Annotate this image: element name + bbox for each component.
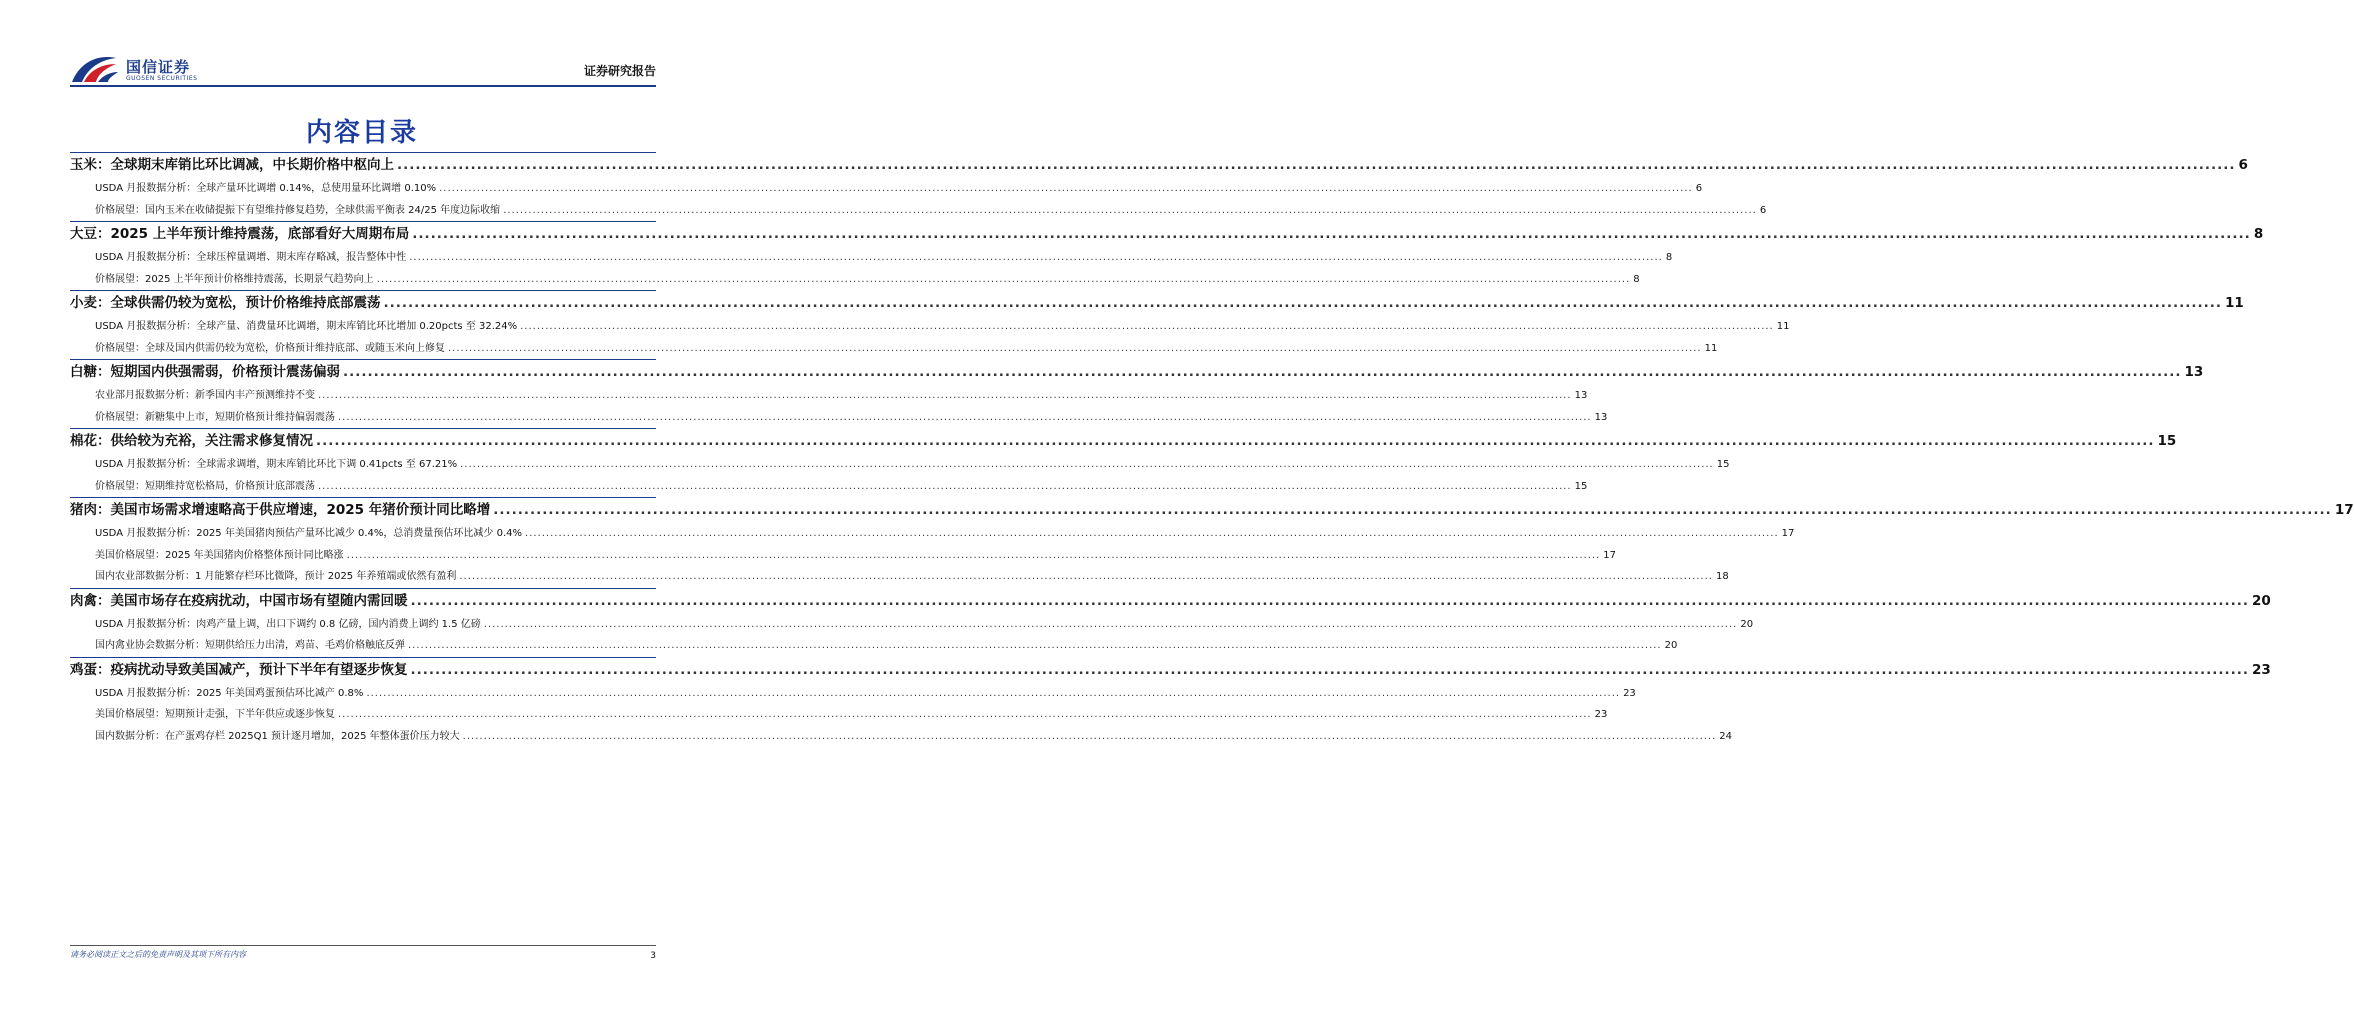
- toc-entry-page: 17: [1781, 528, 1795, 539]
- toc-leader-dots: ............................................................................................................................................................................................................................................................................................................: [459, 571, 1713, 582]
- toc-leader-dots: ............................................................................................................................................................................................................................................................................................................: [376, 273, 1631, 285]
- toc-leader-dots: ............................................................................................................................................................................................................................................................................................................: [346, 549, 1601, 561]
- toc-entry-page: 13: [2184, 364, 2204, 380]
- toc-entry-title: USDA 月报数据分析：肉鸡产量上调，出口下调约 0.8 亿磅，国内消费上调约 1.5 亿磅: [95, 618, 481, 630]
- guosen-logo: [70, 52, 220, 86]
- toc-section-entry[interactable]: [70, 290, 2244, 316]
- table-of-contents: [70, 152, 2354, 747]
- disclaimer-text: 请务必阅读正文之后的免责声明及其项下所有内容: [70, 950, 246, 959]
- toc-entry-page: 6: [2238, 157, 2248, 173]
- toc-entry-title: 白糖：短期国内供强需弱，价格预计震荡偏弱: [70, 364, 340, 380]
- toc-leader-dots: ............................................................................................................................................................................................................................................................................................................: [493, 502, 2332, 518]
- toc-entry-title: USDA 月报数据分析：全球产量环比调增 0.14%，总使用量环比调增 0.10%: [95, 183, 437, 194]
- toc-entry-page: 17: [1603, 549, 1616, 561]
- toc-entry-page: 8: [2253, 226, 2264, 242]
- toc-entry-title: 美国价格展望：2025 年美国猪肉价格整体预计同比略涨: [95, 549, 344, 561]
- toc-leader-dots: ............................................................................................................................................................................................................................................................................................................: [318, 390, 1572, 401]
- toc-entry-title: 价格展望：全球及国内供需仍较为宽松，价格预计维持底部、或随玉米向上修复: [95, 342, 445, 354]
- toc-leader-dots: ............................................................................................................................................................................................................................................................................................................: [483, 618, 1738, 630]
- toc-subsection-entry[interactable]: [70, 476, 1588, 498]
- toc-entry-page: 23: [2252, 661, 2271, 678]
- header-divider: [70, 85, 656, 87]
- toc-section-entry[interactable]: [70, 428, 2177, 454]
- toc-subsection-entry[interactable]: [70, 407, 1608, 429]
- toc-leader-dots: ............................................................................................................................................................................................................................................................................................................: [448, 342, 1702, 354]
- toc-entry-page: 15: [2157, 433, 2177, 449]
- toc-entry-title: USDA 月报数据分析：全球需求调增，期末库销比环比下调 0.41pcts 至 67.21%: [95, 459, 458, 470]
- toc-entry-title: 棉花：供给较为充裕，关注需求修复情况: [70, 433, 313, 449]
- toc-leader-dots: ............................................................................................................................................................................................................................................................................................................: [412, 226, 2251, 242]
- toc-entry-page: 6: [1759, 204, 1767, 216]
- page-header: [70, 48, 656, 86]
- toc-entry-page: 15: [1574, 480, 1588, 492]
- toc-entry-title: USDA 月报数据分析：2025 年美国猪肉预估产量环比减少 0.4%，总消费量预估环比减少 0.4%: [95, 528, 523, 539]
- toc-entry-title: 小麦：全球供需仍较为宽松，预计价格维持底部震荡: [70, 295, 381, 311]
- toc-leader-dots: ............................................................................................................................................................................................................................................................................................................: [338, 411, 1592, 423]
- toc-entry-title: 价格展望：新糖集中上市，短期价格预计维持偏弱震荡: [95, 411, 335, 423]
- toc-entry-title: USDA 月报数据分析：全球压榨量调增、期末库存略减，报告整体中性: [95, 252, 407, 263]
- toc-subsection-entry[interactable]: [70, 338, 1718, 360]
- toc-section-entry[interactable]: [70, 221, 2264, 247]
- toc-subsection-entry[interactable]: [70, 316, 1790, 338]
- toc-subsection-entry[interactable]: [70, 454, 1730, 476]
- toc-entry-title: 大豆：2025 上半年预计维持震荡，底部看好大周期布局: [70, 226, 410, 242]
- toc-entry-title: 价格展望：国内玉米在收储提振下有望维持修复趋势，全球供需平衡表 24/25 年度边际收缩: [95, 204, 501, 216]
- toc-entry-title: 猪肉：美国市场需求增速略高于供应增速，2025 年猪价预计同比略增: [70, 502, 491, 518]
- toc-entry-title: USDA 月报数据分析：全球产量、消费量环比调增，期末库销比环比增加 0.20pcts 至 32.24%: [95, 321, 518, 332]
- toc-entry-page: 23: [1594, 709, 1608, 720]
- toc-entry-title: 价格展望：短期维持宽松格局，价格预计底部震荡: [95, 480, 315, 492]
- toc-subsection-entry[interactable]: [70, 545, 1616, 567]
- toc-entry-page: 20: [1664, 640, 1678, 651]
- toc-entry-page: 8: [1633, 273, 1640, 285]
- toc-leader-dots: ............................................................................................................................................................................................................................................................................................................: [397, 157, 2236, 173]
- toc-entry-title: USDA 月报数据分析：2025 年美国鸡蛋预估环比减产 0.8%: [95, 687, 364, 699]
- toc-subsection-entry[interactable]: [70, 683, 1636, 705]
- toc-entry-page: 23: [1623, 687, 1636, 699]
- toc-entry-page: 13: [1574, 390, 1588, 401]
- toc-subsection-entry[interactable]: [70, 178, 1703, 200]
- toc-leader-dots: ............................................................................................................................................................................................................................................................................................................: [503, 204, 1757, 216]
- toc-leader-dots: ............................................................................................................................................................................................................................................................................................................: [520, 321, 1774, 332]
- toc-leader-dots: ............................................................................................................................................................................................................................................................................................................: [366, 687, 1621, 699]
- toc-subsection-entry[interactable]: [70, 726, 1733, 748]
- toc-entry-page: 13: [1594, 411, 1608, 423]
- toc-section-entry[interactable]: [70, 657, 2271, 683]
- toc-subsection-entry[interactable]: [70, 200, 1767, 222]
- toc-subsection-entry[interactable]: [70, 614, 1754, 636]
- toc-entry-title: 国内数据分析：在产蛋鸡存栏 2025Q1 预计逐月增加，2025 年整体蛋价压力较大: [95, 730, 460, 742]
- toc-subsection-entry[interactable]: [70, 523, 1795, 545]
- toc-entry-page: 6: [1695, 183, 1703, 194]
- toc-leader-dots: ............................................................................................................................................................................................................................................................................................................: [338, 709, 1592, 720]
- page-title: 内容目录: [305, 118, 418, 148]
- toc-subsection-entry[interactable]: [70, 566, 1729, 588]
- toc-leader-dots: ............................................................................................................................................................................................................................................................................................................: [343, 364, 2182, 380]
- logo-chinese-name: 国信证券: [126, 58, 191, 76]
- toc-entry-page: 8: [1665, 252, 1673, 263]
- toc-section-entry[interactable]: [70, 359, 2204, 385]
- toc-entry-title: 美国价格展望：短期预计走强，下半年供应或逐步恢复: [95, 709, 335, 720]
- toc-leader-dots: ............................................................................................................................................................................................................................................................................................................: [460, 459, 1714, 470]
- toc-entry-title: 玉米：全球期末库销比环比调减，中长期价格中枢向上: [70, 157, 394, 173]
- toc-entry-page: 24: [1719, 730, 1733, 742]
- logo-mark-icon: [70, 52, 120, 86]
- toc-entry-page: 20: [2252, 592, 2271, 609]
- logo-english-name: GUOSEN SECURITIES: [126, 75, 198, 82]
- toc-entry-page: 18: [1715, 571, 1729, 582]
- toc-entry-title: 国内农业部数据分析：1 月能繁存栏环比微降，预计 2025 年养殖端或依然有盈利: [95, 571, 457, 582]
- toc-subsection-entry[interactable]: [70, 635, 1678, 657]
- toc-leader-dots: ............................................................................................................................................................................................................................................................................................................: [318, 480, 1572, 492]
- report-type-label: 证券研究报告: [583, 64, 656, 78]
- toc-leader-dots: ............................................................................................................................................................................................................................................................................................................: [408, 640, 1662, 651]
- toc-leader-dots: ............................................................................................................................................................................................................................................................................................................: [462, 730, 1717, 742]
- toc-section-entry[interactable]: [70, 152, 2248, 178]
- toc-entry-title: 肉禽：美国市场存在疫病扰动，中国市场有望随内需回暖: [70, 592, 408, 609]
- toc-leader-dots: ............................................................................................................................................................................................................................................................................................................: [410, 592, 2250, 609]
- toc-leader-dots: ............................................................................................................................................................................................................................................................................................................: [525, 528, 1779, 539]
- toc-section-entry[interactable]: [70, 588, 2271, 614]
- toc-leader-dots: ............................................................................................................................................................................................................................................................................................................: [316, 433, 2155, 449]
- toc-leader-dots: ............................................................................................................................................................................................................................................................................................................: [409, 252, 1663, 263]
- toc-entry-page: 11: [2225, 295, 2244, 311]
- toc-leader-dots: ............................................................................................................................................................................................................................................................................................................: [439, 183, 1693, 194]
- page-number: 3: [650, 951, 656, 961]
- toc-leader-dots: ............................................................................................................................................................................................................................................................................................................: [410, 661, 2250, 678]
- toc-entry-title: 农业部月报数据分析：新季国内丰产预测维持不变: [95, 390, 315, 401]
- toc-entry-title: 价格展望：2025 上半年预计价格维持震荡，长期景气趋势向上: [95, 273, 374, 285]
- toc-entry-page: 11: [1704, 342, 1718, 354]
- toc-entry-page: 17: [2334, 502, 2354, 518]
- toc-section-entry[interactable]: [70, 497, 2354, 523]
- toc-subsection-entry[interactable]: [70, 269, 1640, 291]
- toc-subsection-entry[interactable]: [70, 385, 1588, 407]
- toc-leader-dots: ............................................................................................................................................................................................................................................................................................................: [383, 295, 2223, 311]
- footer-divider: [70, 945, 656, 946]
- toc-entry-title: 鸡蛋：疫病扰动导致美国减产，预计下半年有望逐步恢复: [70, 661, 408, 678]
- toc-entry-page: 20: [1740, 618, 1754, 630]
- toc-entry-title: 国内禽业协会数据分析：短期供给压力出清，鸡苗、毛鸡价格触底反弹: [95, 640, 405, 651]
- toc-subsection-entry[interactable]: [70, 247, 1673, 269]
- toc-entry-page: 15: [1716, 459, 1730, 470]
- toc-entry-page: 11: [1776, 321, 1790, 332]
- toc-subsection-entry[interactable]: [70, 704, 1608, 726]
